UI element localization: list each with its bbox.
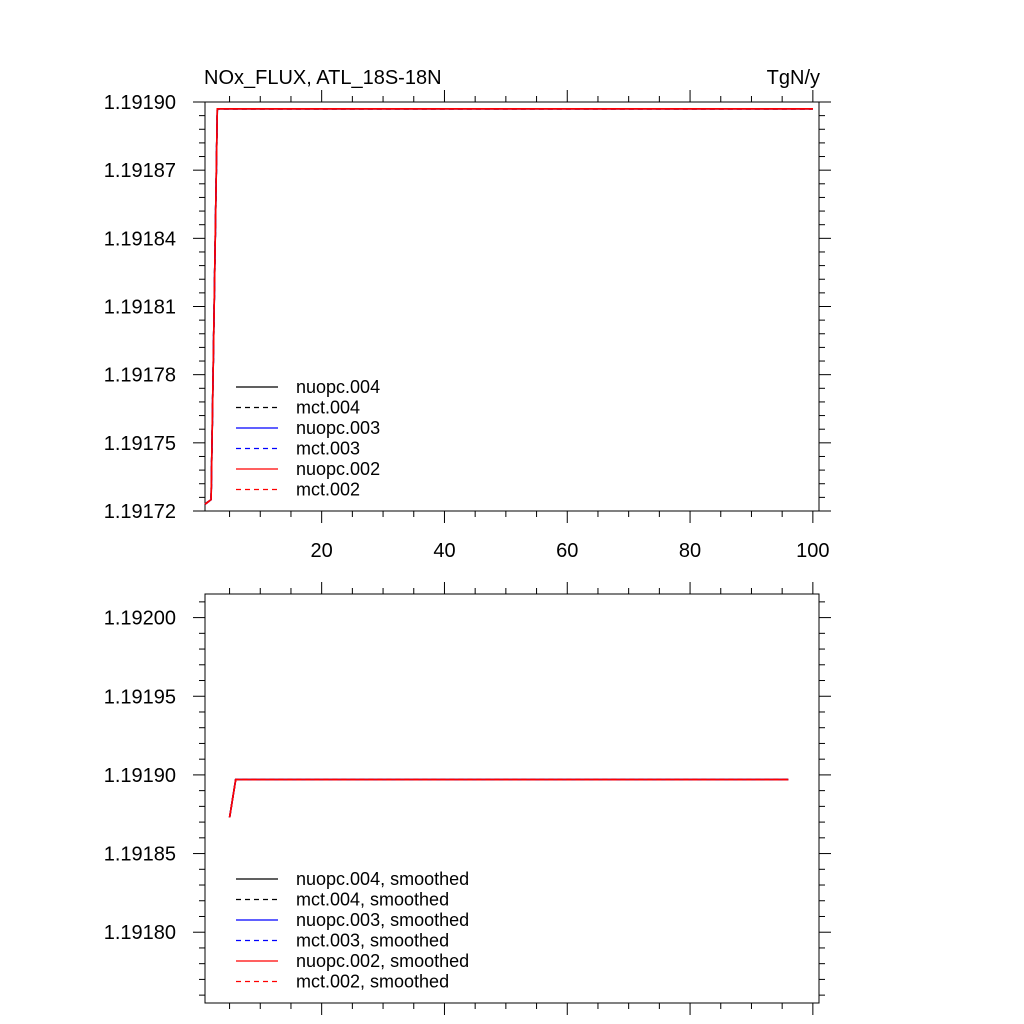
bottom-y-tick-label: 1.19195 [103,686,176,709]
bottom-legend-label: nuopc.004, smoothed [296,869,470,889]
bottom-series-line [230,780,789,818]
top-legend-label: mct.004 [296,397,361,418]
bottom-series-line [230,780,789,818]
top-y-tick-label: 1.19172 [103,501,176,523]
top-y-tick-label: 1.19175 [103,432,176,455]
top-x-tick-label: 40 [433,540,456,562]
bottom-panel [104,582,831,1015]
top-x-tick-label: 20 [310,540,333,562]
top-y-tick-label: 1.19187 [103,160,176,183]
top-y-tick-label: 1.19181 [103,296,176,319]
top-y-tick-label: 1.19190 [103,92,176,114]
bottom-y-tick-label: 1.19185 [103,843,176,866]
bottom-legend-label: nuopc.002, smoothed [296,951,470,971]
top-legend-label: mct.003 [296,438,361,459]
top-panel-units: TgN/y [766,67,820,89]
top-y-tick-label: 1.19184 [103,228,176,251]
bottom-legend-label: mct.003, smoothed [296,930,450,951]
bottom-series-line [230,780,789,818]
top-legend-label: nuopc.003 [296,418,381,438]
top-y-tick-label: 1.19178 [103,364,176,387]
bottom-series-line [230,780,789,818]
top-x-tick-label: 60 [556,540,579,562]
top-legend-label: nuopc.004 [296,377,381,397]
top-x-tick-label: 100 [796,540,830,562]
top-panel [104,67,831,562]
bottom-series-line [230,780,789,818]
top-legend-label: mct.002 [296,479,361,500]
bottom-legend-label: mct.002, smoothed [296,971,450,992]
bottom-y-tick-label: 1.19180 [103,922,176,945]
bottom-legend-label: nuopc.003, smoothed [296,910,470,930]
bottom-series-line [230,780,789,818]
bottom-y-tick-label: 1.19190 [103,764,176,787]
top-legend-label: nuopc.002 [296,459,381,479]
bottom-y-tick-label: 1.19200 [103,607,176,630]
top-panel-title: NOx_FLUX, ATL_18S-18N [204,67,442,89]
bottom-legend-label: mct.004, smoothed [296,889,450,910]
top-x-tick-label: 80 [678,540,702,562]
